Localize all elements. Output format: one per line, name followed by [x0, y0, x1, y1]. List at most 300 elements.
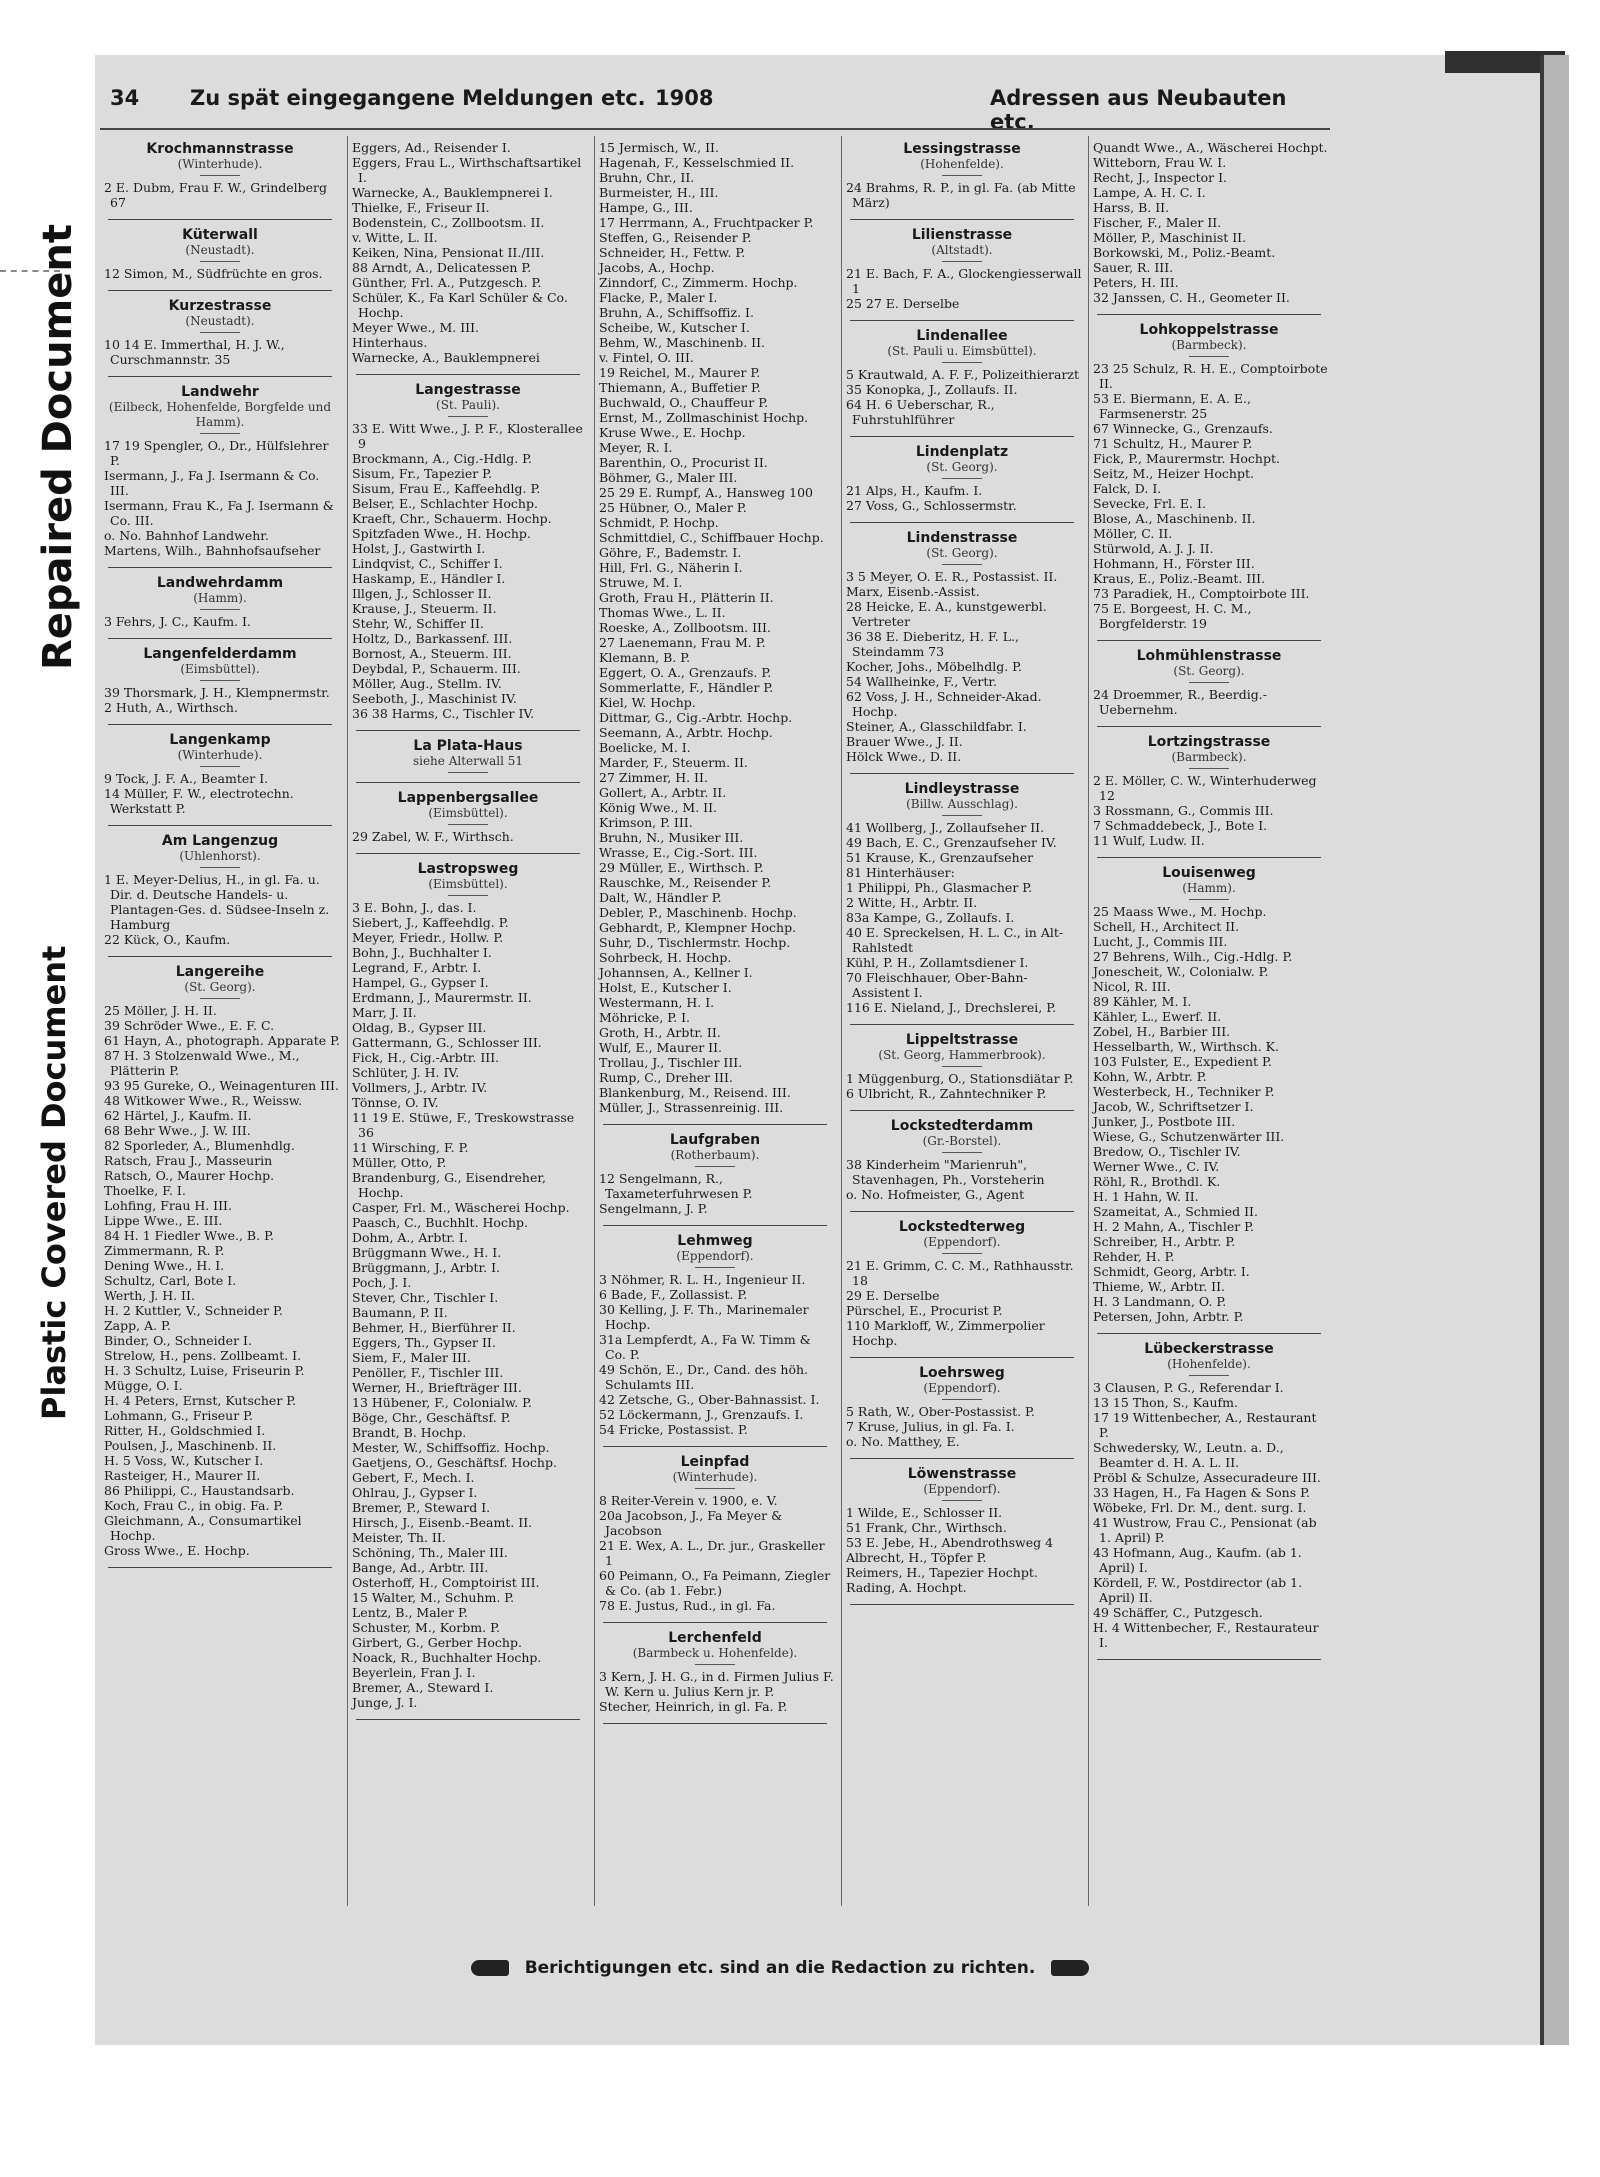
resident-entry: 33 E. Witt Wwe., J. P. F., Klosterallee 9	[352, 421, 583, 451]
resident-entry: Wiese, G., Schutzenwärter III.	[1093, 1129, 1285, 1144]
resident-entry: H. 3 Landmann, O. P.	[1093, 1294, 1227, 1309]
section-rule	[200, 332, 240, 333]
street-name: Loehrsweg	[919, 1365, 1005, 1381]
resident-entry: Stecher, Heinrich, in gl. Fa. P.	[599, 1699, 788, 1714]
resident-entry: 41 Wollberg, J., Zollaufseher II.	[846, 820, 1045, 835]
resident-entry: Gebert, F., Mech. I.	[352, 1470, 475, 1485]
section-separator	[850, 522, 1074, 523]
resident-entry: Casper, Frl. M., Wäscherei Hochp.	[352, 1200, 570, 1215]
resident-entry: Rump, C., Dreher III.	[599, 1070, 733, 1085]
resident-entry: Günther, Frl. A., Putzgesch. P.	[352, 275, 542, 290]
street-section	[1089, 649, 1329, 717]
resident-entry: Mügge, O. I.	[104, 1378, 183, 1393]
column-4	[841, 136, 1082, 1906]
resident-entry: 73 Paradiek, H., Comptoirbote III.	[1093, 586, 1310, 601]
resident-entry: 93 95 Gureke, O., Weinagenturen III.	[104, 1078, 339, 1093]
resident-entry: Blose, A., Maschinenb. II.	[1093, 511, 1256, 526]
resident-entry: 51 Krause, K., Grenzaufseher	[846, 850, 1034, 865]
resident-entry: 12 Sengelmann, R., Taxameterfuhrwesen P.	[599, 1171, 753, 1201]
resident-entry: 39 Schröder Wwe., E. F. C.	[104, 1018, 275, 1033]
resident-entry: 40 E. Spreckelsen, H. L. C., in Alt-Rahlstedt	[846, 925, 1064, 955]
street-section	[595, 1455, 835, 1613]
resident-entry: Hölck Wwe., D. II.	[846, 749, 962, 764]
resident-entry: o. No. Hofmeister, G., Agent	[846, 1187, 1025, 1202]
section-separator	[1097, 857, 1321, 858]
resident-entry: H. 2 Mahn, A., Tischler P.	[1093, 1219, 1255, 1234]
resident-entry: Röhl, R., Brothdl. K.	[1093, 1174, 1221, 1189]
street-section	[842, 445, 1082, 513]
street-section	[842, 782, 1082, 1015]
resident-entry: 3 Rossmann, G., Commis III.	[1093, 803, 1274, 818]
resident-entry: H. 4 Wittenbecher, F., Restaurateur I.	[1093, 1620, 1319, 1650]
section-separator	[850, 773, 1074, 774]
resident-entry: 43 Hofmann, Aug., Kaufm. (ab 1. April) I.	[1093, 1545, 1302, 1575]
district-label: (Barmbeck).	[1171, 750, 1247, 764]
resident-entry: 1 Wilde, E., Schlosser II.	[846, 1505, 1003, 1520]
resident-entry: Kähler, L., Ewerf. II.	[1093, 1009, 1222, 1024]
resident-entry: Westermann, H. I.	[599, 995, 715, 1010]
resident-entry: 67 Winnecke, G., Grenzaufs.	[1093, 421, 1273, 436]
resident-entry: Meyer, R. I.	[599, 440, 673, 455]
street-section	[595, 1631, 835, 1714]
resident-entry: Sevecke, Frl. E. I.	[1093, 496, 1206, 511]
street-name: Landwehr	[181, 384, 259, 400]
section-rule	[1189, 356, 1229, 357]
district-label: siehe Alterwall 51	[412, 754, 524, 768]
resident-entry: Falck, D. I.	[1093, 481, 1162, 496]
resident-entry: Trollau, J., Tischler III.	[599, 1055, 743, 1070]
resident-entry: Westerbeck, H., Techniker P.	[1093, 1084, 1275, 1099]
resident-entry: 49 Schön, E., Dr., Cand. des höh. Schulamts III.	[599, 1362, 809, 1392]
resident-entry: Schwedersky, W., Leutn. a. D., Beamter d. H. A. L. II.	[1093, 1440, 1284, 1470]
district-label: (St. Pauli).	[436, 398, 500, 412]
resident-entry: Witteborn, Frau W. I.	[1093, 155, 1227, 170]
district-label: (Eimsbüttel).	[428, 877, 508, 891]
resident-entry: Schmittdiel, C., Schiffbauer Hochp.	[599, 530, 824, 545]
resident-entry: Krimson, P. III.	[599, 815, 693, 830]
resident-entry: Spitzfaden Wwe., H. Hochp.	[352, 526, 531, 541]
street-name: Lohmühlenstrasse	[1136, 648, 1282, 664]
section-separator	[1097, 726, 1321, 727]
resident-entry: Hill, Frl. G., Näherin I.	[599, 560, 743, 575]
resident-entry: Lucht, J., Commis III.	[1093, 934, 1228, 949]
resident-entry: Struwe, M. I.	[599, 575, 683, 590]
resident-entry: Sengelmann, J. P.	[599, 1201, 708, 1216]
resident-entry: Ratsch, O., Maurer Hochp.	[104, 1168, 275, 1183]
resident-entry: Burmeister, H., III.	[599, 185, 719, 200]
resident-entry: Seitz, M., Heizer Hochpt.	[1093, 466, 1254, 481]
street-section	[100, 647, 340, 715]
street-name: Langenkamp	[169, 732, 271, 748]
resident-entry: Jacobs, A., Hochp.	[599, 260, 715, 275]
section-separator	[356, 730, 580, 731]
section-separator	[850, 1357, 1074, 1358]
resident-entry: Junge, J. I.	[352, 1695, 418, 1710]
resident-entry: Tönnse, O. IV.	[352, 1095, 439, 1110]
street-section	[348, 862, 588, 1710]
street-name: Louisenweg	[1162, 865, 1256, 881]
resident-entry: Ohlrau, J., Gypser I.	[352, 1485, 478, 1500]
resident-entry: Groth, Frau H., Plätterin II.	[599, 590, 774, 605]
resident-entry: Möller, P., Maschinist II.	[1093, 230, 1247, 245]
resident-entry: 103 Fulster, E., Expedient P.	[1093, 1054, 1272, 1069]
resident-entry: Bremer, A., Steward I.	[352, 1680, 494, 1695]
resident-entry: Krause, J., Steuerm. II.	[352, 601, 497, 616]
resident-entry: Steffen, G., Reisender P.	[599, 230, 752, 245]
street-name: Lilienstrasse	[911, 227, 1013, 243]
resident-entry: König Wwe., M. II.	[599, 800, 718, 815]
footer-text: Berichtigungen etc. sind an die Redaction zu richten.	[524, 1958, 1036, 1978]
resident-entry: Fick, P., Maurermstr. Hochpt.	[1093, 451, 1280, 466]
resident-entry: Debler, P., Maschinenb. Hochp.	[599, 905, 797, 920]
resident-entry: 88 Arndt, A., Delicatessen P.	[352, 260, 532, 275]
street-section	[1089, 735, 1329, 848]
resident-entry: 81 Hinterhäuser:	[846, 865, 955, 880]
resident-entry: Stever, Chr., Tischler I.	[352, 1290, 499, 1305]
pointing-hand-icon	[1051, 1960, 1089, 1976]
district-label: (Hohenfelde).	[1167, 1357, 1251, 1371]
resident-entry: Junker, J., Postbote III.	[1093, 1114, 1236, 1129]
section-rule	[200, 680, 240, 681]
resident-entry: Werner, H., Briefträger III.	[352, 1380, 522, 1395]
section-rule	[942, 1399, 982, 1400]
street-name: Krochmannstrasse	[146, 141, 294, 157]
section-separator	[1097, 314, 1321, 315]
section-rule	[200, 867, 240, 868]
resident-entry: Penöller, F., Tischler III.	[352, 1365, 504, 1380]
section-separator	[1097, 640, 1321, 641]
section-separator	[108, 825, 332, 826]
resident-entry: 78 E. Justus, Rud., in gl. Fa.	[599, 1598, 776, 1613]
section-separator	[850, 1458, 1074, 1459]
resident-entry: Osterhoff, H., Comptoirist III.	[352, 1575, 540, 1590]
resident-entry: Warnecke, A., Bauklempnerei	[352, 350, 540, 365]
resident-entry: 25 Hübner, O., Maler P.	[599, 500, 747, 515]
resident-entry: Möhricke, P. I.	[599, 1010, 691, 1025]
street-name: Lerchenfeld	[668, 1630, 762, 1646]
resident-entry: Rading, A. Hochpt.	[846, 1580, 967, 1595]
street-section	[842, 329, 1082, 427]
resident-entry: 3 Nöhmer, R. L. H., Ingenieur II.	[599, 1272, 806, 1287]
resident-entry: Thielke, F., Friseur II.	[352, 200, 490, 215]
resident-entry: Zimmermann, R. P.	[104, 1243, 225, 1258]
section-rule	[1189, 682, 1229, 683]
resident-entry: Flacke, P., Maler I.	[599, 290, 718, 305]
resident-entry: Borkowski, M., Poliz.-Beamt.	[1093, 245, 1276, 260]
resident-entry: Meyer Wwe., M. III.	[352, 320, 480, 335]
resident-entry: Warnecke, A., Bauklempnerei I.	[352, 185, 553, 200]
section-rule	[1189, 899, 1229, 900]
resident-entry: Lohfing, Frau H. III.	[104, 1198, 232, 1213]
district-label: (Barmbeck u. Hohenfelde).	[632, 1646, 798, 1660]
resident-entry: Stürwold, A. J. J. II.	[1093, 541, 1214, 556]
resident-entry: Göhre, F., Bademstr. I.	[599, 545, 742, 560]
street-name: Kurzestrasse	[168, 298, 272, 314]
resident-entry: 38 Kinderheim "Marienruh", Stavenhagen, Ph., Vorsteherin	[846, 1157, 1045, 1187]
section-rule	[200, 766, 240, 767]
resident-entry: Koch, Frau C., in obig. Fa. P.	[104, 1498, 284, 1513]
resident-entry: Böhmer, G., Maler III.	[599, 470, 738, 485]
section-rule	[942, 1253, 982, 1254]
resident-entry: Ritter, H., Goldschmied I.	[104, 1423, 266, 1438]
resident-entry: Roeske, A., Zollbootsm. III.	[599, 620, 771, 635]
resident-entry: 5 Krautwald, A. F. F., Polizeithierarzt	[846, 367, 1080, 382]
resident-entry: 25 29 E. Rumpf, A., Hansweg 100	[599, 485, 813, 500]
district-label: (St. Pauli u. Eimsbüttel).	[887, 344, 1037, 358]
street-name: Langenfelderdamm	[143, 646, 297, 662]
resident-entry: 64 H. 6 Ueberschar, R., Fuhrstuhlführer	[846, 397, 995, 427]
resident-entry: 24 Droemmer, R., Beerdig.-Uebernehm.	[1093, 687, 1267, 717]
street-name: Lortzingstrasse	[1147, 734, 1271, 750]
resident-entry: Müller, Otto, P.	[352, 1155, 447, 1170]
district-label: (Neustadt).	[185, 314, 255, 328]
district-label: (Rotherbaum).	[670, 1148, 760, 1162]
resident-entry: 6 Bade, F., Zollassist. P.	[599, 1287, 748, 1302]
resident-entry: Brockmann, A., Cig.-Hdlg. P.	[352, 451, 533, 466]
resident-entry: 8 Reiter-Verein v. 1900, e. V.	[599, 1493, 778, 1508]
resident-entry: Hampe, G., III.	[599, 200, 693, 215]
street-section	[348, 739, 588, 773]
street-name: Langestrasse	[415, 382, 521, 398]
street-section	[842, 1467, 1082, 1595]
resident-entry: H. 3 Schultz, Luise, Friseurin P.	[104, 1363, 305, 1378]
section-separator	[603, 1446, 827, 1447]
resident-entry: Müller, J., Strassenreinig. III.	[599, 1100, 784, 1115]
header-right-title: Adressen aus Neubauten etc.	[990, 86, 1287, 134]
resident-entry: Brüggmann Wwe., H. I.	[352, 1245, 502, 1260]
resident-entry: Girbert, G., Gerber Hochp.	[352, 1635, 522, 1650]
section-separator	[603, 1124, 827, 1125]
resident-entry: Keiken, Nina, Pensionat II./III.	[352, 245, 545, 260]
resident-entry: Bodenstein, C., Zollbootsm. II.	[352, 215, 545, 230]
section-rule	[942, 1152, 982, 1153]
section-separator	[850, 1604, 1074, 1605]
street-section	[100, 576, 340, 629]
resident-entry: Brandenburg, G., Eisendreher, Hochp.	[352, 1170, 546, 1200]
resident-entry: 31a Lempferdt, A., Fa W. Timm & Co. P.	[599, 1332, 811, 1362]
resident-entry: Rehder, H. P.	[1093, 1249, 1175, 1264]
resident-entry: Meister, Th. II.	[352, 1530, 446, 1545]
section-separator	[356, 1719, 580, 1720]
resident-entry: 3 E. Bohn, J., das. I.	[352, 900, 477, 915]
street-section	[100, 299, 340, 367]
section-rule	[695, 1267, 735, 1268]
resident-entry: Holst, J., Gastwirth I.	[352, 541, 486, 556]
street-section	[1089, 866, 1329, 1324]
resident-entry: Pürschel, E., Procurist P.	[846, 1303, 1003, 1318]
resident-entry: 35 Konopka, J., Zollaufs. II.	[846, 382, 1018, 397]
resident-entry: 36 38 E. Dieberitz, H. F. L., Steindamm 73	[846, 629, 1019, 659]
resident-entry: Wulf, E., Maurer II.	[599, 1040, 723, 1055]
resident-entry: Thiemann, A., Buffetier P.	[599, 380, 761, 395]
district-label: (Neustadt).	[185, 243, 255, 257]
street-section	[1089, 1342, 1329, 1650]
resident-entry: Peters, H. III.	[1093, 275, 1179, 290]
resident-entry: 6 Ulbricht, R., Zahntechniker P.	[846, 1086, 1047, 1101]
resident-entry: Sohrbeck, H. Hochp.	[599, 950, 732, 965]
section-rule	[942, 1500, 982, 1501]
resident-entry: Eggers, Ad., Reisender I.	[352, 140, 511, 155]
resident-entry: Vollmers, J., Arbtr. IV.	[352, 1080, 488, 1095]
plastic-covered-label: Plastic Covered Document	[35, 945, 73, 1420]
street-name: Küterwall	[182, 227, 258, 243]
street-section	[842, 1033, 1082, 1101]
resident-entry: Lohmann, G., Friseur P.	[104, 1408, 253, 1423]
resident-entry: 13 Hübener, F., Colonialw. P.	[352, 1395, 532, 1410]
resident-entry: 29 Zabel, W. F., Wirthsch.	[352, 829, 514, 844]
resident-entry: Zobel, H., Barbier III.	[1093, 1024, 1231, 1039]
resident-entry: 75 E. Borgeest, H. C. M., Borgfelderstr. 19	[1093, 601, 1252, 631]
section-separator	[603, 1723, 827, 1724]
section-rule	[1189, 1375, 1229, 1376]
resident-entry: 1 Müggenburg, O., Stationsdiätar P.	[846, 1071, 1074, 1086]
resident-entry: 11 Wirsching, F. P.	[352, 1140, 469, 1155]
district-label: (Winterhude).	[177, 157, 263, 171]
header-year: 1908	[655, 86, 714, 110]
section-separator	[108, 1567, 332, 1568]
street-section	[1089, 140, 1329, 305]
resident-entry: 51 Frank, Chr., Wirthsch.	[846, 1520, 1007, 1535]
resident-entry: Lippe Wwe., E. III.	[104, 1213, 223, 1228]
resident-entry: Hampel, G., Gypser I.	[352, 975, 489, 990]
resident-entry: 27 Laenemann, Frau M. P.	[599, 635, 766, 650]
resident-entry: Rauschke, M., Reisender P.	[599, 875, 772, 890]
section-separator	[850, 219, 1074, 220]
resident-entry: Seemann, A., Arbtr. Hochp.	[599, 725, 773, 740]
resident-entry: Rasteiger, H., Maurer II.	[104, 1468, 261, 1483]
resident-entry: Martens, Wilh., Bahnhofsaufseher	[104, 543, 321, 558]
section-rule	[1189, 768, 1229, 769]
resident-entry: Gattermann, G., Schlosser III.	[352, 1035, 542, 1050]
resident-entry: Werner Wwe., C. IV.	[1093, 1159, 1220, 1174]
page-number: 34	[110, 86, 140, 110]
section-separator	[356, 374, 580, 375]
street-name: Lindleystrasse	[904, 781, 1020, 797]
pointing-hand-icon	[471, 1960, 509, 1976]
resident-entry: Groth, H., Arbtr. II.	[599, 1025, 721, 1040]
resident-entry: 17 19 Wittenbecher, A., Restaurant P.	[1093, 1410, 1317, 1440]
resident-entry: Sommerlatte, F., Händler P.	[599, 680, 774, 695]
street-name: Lippeltstrasse	[905, 1032, 1019, 1048]
directory-columns	[100, 128, 1330, 1910]
resident-entry: Legrand, F., Arbtr. I.	[352, 960, 482, 975]
district-label: (Winterhude).	[672, 1470, 758, 1484]
resident-entry: Hesselbarth, W., Wirthsch. K.	[1093, 1039, 1279, 1054]
street-section	[100, 228, 340, 281]
resident-entry: 25 Maass Wwe., M. Hochp.	[1093, 904, 1267, 919]
resident-entry: 15 Walter, M., Schuhm. P.	[352, 1590, 515, 1605]
resident-entry: Siem, F., Maler III.	[352, 1350, 471, 1365]
resident-entry: Pröbl & Schulze, Assecuradeure III.	[1093, 1470, 1321, 1485]
district-label: (St. Georg, Hammerbrook).	[878, 1048, 1046, 1062]
district-label: (Eimsbüttel).	[180, 662, 260, 676]
resident-entry: Harss, B. II.	[1093, 200, 1170, 215]
resident-entry: Poch, J. I.	[352, 1275, 412, 1290]
resident-entry: Mester, W., Schiffsoffiz. Hochp.	[352, 1440, 550, 1455]
district-label: (St. Georg).	[1173, 664, 1245, 678]
resident-entry: Schneider, H., Fettw. P.	[599, 245, 746, 260]
district-label: (Barmbeck).	[1171, 338, 1247, 352]
resident-entry: Erdmann, J., Maurermstr. II.	[352, 990, 532, 1005]
section-separator	[108, 724, 332, 725]
resident-entry: H. 1 Hahn, W. II.	[1093, 1189, 1199, 1204]
resident-entry: Ratsch, Frau J., Masseurin	[104, 1153, 273, 1168]
column-1	[100, 136, 340, 1906]
street-section	[100, 385, 340, 558]
resident-entry: 71 Schultz, H., Maurer P.	[1093, 436, 1253, 451]
street-name: Landwehrdamm	[156, 575, 284, 591]
resident-entry: Steiner, A., Glasschildfabr. I.	[846, 719, 1027, 734]
district-label: (St. Georg).	[184, 980, 256, 994]
resident-entry: 62 Voss, J. H., Schneider-Akad. Hochp.	[846, 689, 1042, 719]
street-name: Lockstedterweg	[898, 1219, 1026, 1235]
section-separator	[356, 853, 580, 854]
section-separator	[1097, 1333, 1321, 1334]
resident-entry: Szameitat, A., Schmied II.	[1093, 1204, 1258, 1219]
resident-entry: 28 Heicke, E. A., kunstgewerbl. Vertreter	[846, 599, 1047, 629]
resident-entry: Lindqvist, C., Schiffer I.	[352, 556, 503, 571]
resident-entry: Bruhn, A., Schiffsoffiz. I.	[599, 305, 754, 320]
resident-entry: Fick, H., Cig.-Arbtr. III.	[352, 1050, 500, 1065]
street-section	[100, 965, 340, 1558]
resident-entry: Brandt, B. Hochp.	[352, 1425, 467, 1440]
section-rule	[695, 1488, 735, 1489]
resident-entry: 15 Jermisch, W., II.	[599, 140, 719, 155]
resident-entry: Eggers, Frau L., Wirthschaftsartikel I.	[352, 155, 582, 185]
resident-entry: Binder, O., Schneider I.	[104, 1333, 252, 1348]
resident-entry: 62 Härtel, J., Kaufm. II.	[104, 1108, 252, 1123]
resident-entry: 2 E. Dubm, Frau F. W., Grindelberg 67	[104, 180, 328, 210]
section-separator	[108, 219, 332, 220]
resident-entry: 30 Kelling, J. F. Th., Marinemaler Hochp.	[599, 1302, 809, 1332]
resident-entry: Zapp, A. P.	[104, 1318, 171, 1333]
header-left-title: Zu spät eingegangene Meldungen etc.	[190, 86, 646, 110]
resident-entry: Baumann, P. II.	[352, 1305, 448, 1320]
resident-entry: Noack, R., Buchhalter Hochp.	[352, 1650, 542, 1665]
resident-entry: Kraeft, Chr., Schauerm. Hochp.	[352, 511, 552, 526]
resident-entry: Recht, J., Inspector I.	[1093, 170, 1228, 185]
street-section	[842, 1220, 1082, 1348]
resident-entry: Schmidt, P. Hochp.	[599, 515, 719, 530]
resident-entry: 54 Wallheinke, F., Vertr.	[846, 674, 998, 689]
resident-entry: Johannsen, A., Kellner I.	[599, 965, 753, 980]
resident-entry: Petersen, John, Arbtr. P.	[1093, 1309, 1244, 1324]
resident-entry: Möller, Aug., Stellm. IV.	[352, 676, 502, 691]
resident-entry: 53 E. Biermann, E. A. E., Farmsenerstr. 25	[1093, 391, 1251, 421]
street-section	[100, 142, 340, 210]
resident-entry: 7 Schmaddebeck, J., Bote I.	[1093, 818, 1268, 833]
resident-entry: Brauer Wwe., J. II.	[846, 734, 963, 749]
resident-entry: 29 Müller, E., Wirthsch. P.	[599, 860, 764, 875]
resident-entry: Dittmar, G., Cig.-Arbtr. Hochp.	[599, 710, 793, 725]
resident-entry: 86 Philippi, C., Haustandsarb.	[104, 1483, 295, 1498]
resident-entry: 23 25 Schulz, R. H. E., Comptoirbote II.	[1093, 361, 1328, 391]
street-section	[842, 531, 1082, 764]
running-header	[100, 80, 1330, 134]
resident-entry: Bohn, J., Buchhalter I.	[352, 945, 492, 960]
resident-entry: Hagenah, F., Kesselschmied II.	[599, 155, 795, 170]
resident-entry: Dening Wwe., H. I.	[104, 1258, 225, 1273]
district-label: (Uhlenhorst).	[179, 849, 261, 863]
resident-entry: Oldag, B., Gypser III.	[352, 1020, 487, 1035]
resident-entry: 21 Alps, H., Kaufm. I.	[846, 483, 983, 498]
section-rule	[448, 895, 488, 896]
resident-entry: Haskamp, E., Händler I.	[352, 571, 506, 586]
resident-entry: 14 Müller, F. W., electrotechn. Werkstatt P.	[104, 786, 294, 816]
resident-entry: Schultz, Carl, Bote I.	[104, 1273, 237, 1288]
resident-entry: 68 Behr Wwe., J. W. III.	[104, 1123, 251, 1138]
resident-entry: Dohm, A., Arbtr. I.	[352, 1230, 468, 1245]
